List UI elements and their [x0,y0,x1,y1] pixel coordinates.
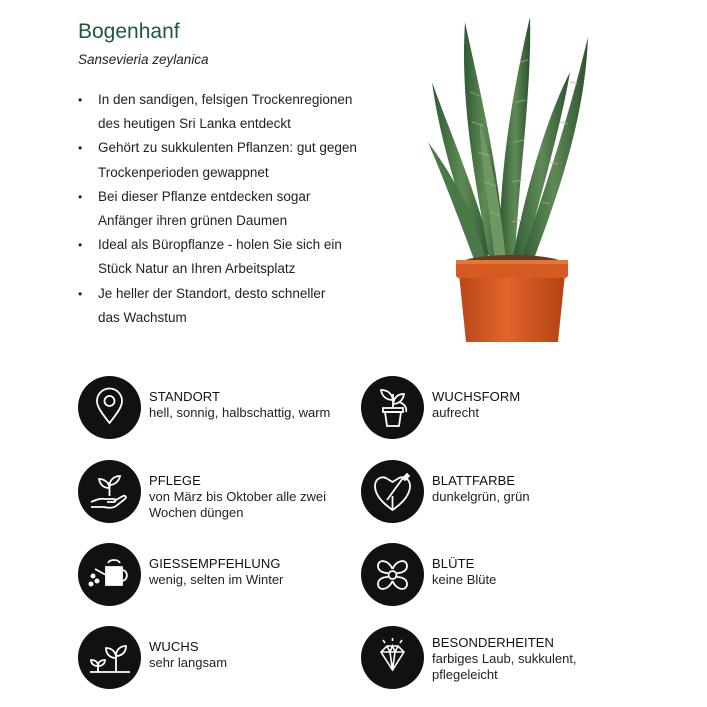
bullet-icon: • [78,93,83,107]
bullet-line: Je heller der Standort, desto schneller [98,285,326,301]
bullet-line: Stück Natur an Ihren Arbeitsplatz [98,261,296,277]
feature-blattfarbe [361,460,661,524]
feature-besonderheiten [361,626,661,690]
list-item [78,88,378,136]
plant-image [420,12,590,352]
list-item [78,185,378,233]
leaf-brush-icon [361,460,424,523]
list-item [78,233,378,281]
feature-value: sehr langsam [149,655,228,670]
location-pin-icon [78,376,141,439]
bullet-line: Trockenperioden gewappnet [98,164,269,180]
feature-list [78,88,378,330]
feature-label: WUCHS [149,639,199,654]
bullet-icon: • [78,238,83,253]
feature-label: BLATTFARBE [432,473,516,488]
page-title: Bogenhanf [78,20,180,43]
feature-label: BESONDERHEITEN [432,635,555,650]
feature-wuchs [78,626,378,690]
watering-can-icon [78,543,141,606]
bullet-line: In den sandigen, felsigen Trockenregionen [98,92,353,107]
flower-icon [361,543,424,606]
feature-value: wenig, selten im Winter [149,572,284,587]
bullet-line: Gehört zu sukkulenten Pflanzen: gut gegen [98,140,357,156]
bullet-line: Ideal als Büropflanze - holen Sie sich ein [98,237,342,253]
list-item [78,282,378,330]
bullet-line: das Wachstum [98,309,187,325]
bullet-line: des heutigen Sri Lanka entdeckt [98,116,291,132]
feature-value: Wochen düngen [149,505,244,520]
feature-wuchsform [361,376,661,440]
bullet-line: Anfänger ihren grünen Daumen [98,213,288,229]
feature-bluete [361,543,661,607]
diamond-icon [361,626,424,689]
seedlings-icon [78,626,141,689]
feature-value: farbiges Laub, sukkulent, [432,651,577,666]
feature-label: GIESSEMPFEHLUNG [149,556,281,571]
feature-value: von März bis Oktober alle zwei [149,489,327,504]
feature-value: aufrecht [432,405,479,420]
feature-standort [78,376,378,440]
feature-value: dunkelgrün, grün [432,489,530,504]
bullet-icon: • [78,141,83,156]
feature-label: BLÜTE [432,556,475,571]
feature-label: WUCHSFORM [432,389,521,404]
bullet-icon: • [78,286,83,301]
potted-plant-icon [361,376,424,439]
feature-giessen [78,543,378,607]
latin-name: Sansevieria zeylanica [78,52,209,67]
feature-value: pflegeleicht [432,667,498,682]
list-item [78,136,378,184]
feature-value: hell, sonnig, halbschattig, warm [149,405,331,420]
feature-value: keine Blüte [432,572,497,587]
bullet-line: Bei dieser Pflanze entdecken sogar [98,188,311,204]
feature-pflege [78,460,378,524]
hand-sprout-icon [78,460,141,523]
feature-label: PFLEGE [149,473,201,488]
feature-label: STANDORT [149,389,221,404]
bullet-icon: • [78,189,83,204]
